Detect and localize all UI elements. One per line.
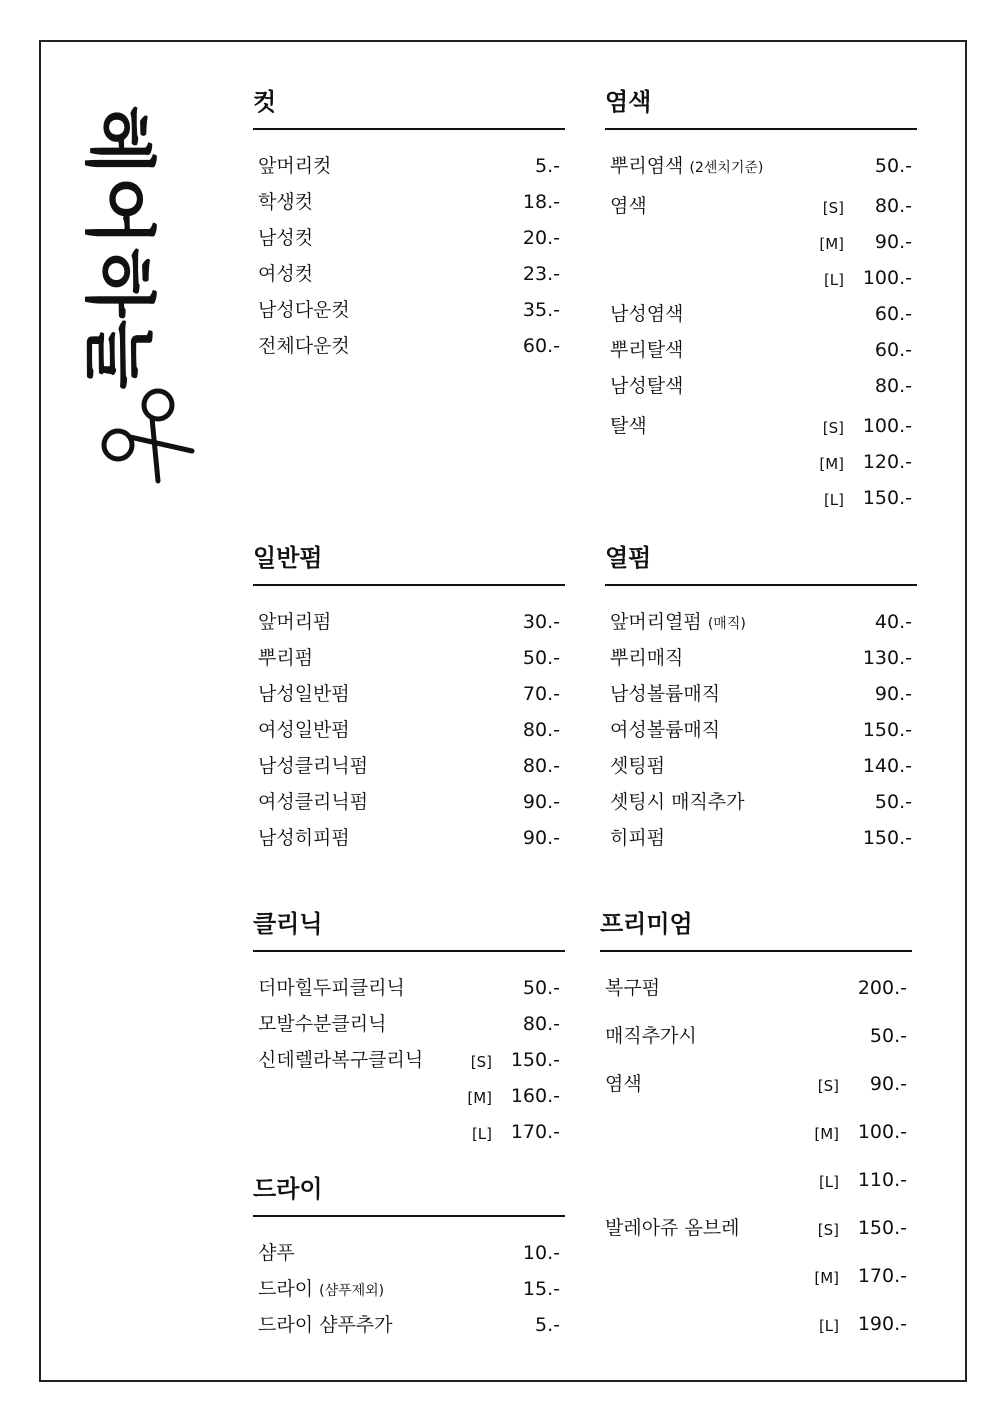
item-price: 80.- bbox=[874, 375, 912, 397]
item-size: [S] bbox=[817, 1077, 839, 1095]
item-price: 90.- bbox=[874, 683, 912, 705]
section-divider bbox=[605, 128, 917, 130]
item-name-text: 남성컷 bbox=[258, 227, 314, 249]
item-price: 10.- bbox=[522, 1242, 560, 1264]
item-name-text: 드라이 샴푸추가 bbox=[258, 1314, 393, 1336]
item-price: 150.- bbox=[862, 719, 912, 741]
section-divider bbox=[605, 584, 917, 586]
section-title: 일반펌 bbox=[253, 544, 323, 572]
item-name bbox=[258, 826, 350, 850]
item-name-text: 발레아쥬 옴브레 bbox=[605, 1217, 740, 1239]
item-price: 90.- bbox=[522, 827, 560, 849]
section-divider bbox=[253, 950, 565, 952]
item-name-text: 드라이 bbox=[258, 1278, 314, 1300]
item-price: 100.- bbox=[857, 1121, 907, 1143]
item-name-text: 염색 bbox=[610, 195, 647, 217]
item-note: (샴푸제외) bbox=[319, 1283, 385, 1299]
item-name bbox=[610, 154, 763, 180]
item-name-text: 더마힐두피클리닉 bbox=[258, 977, 405, 999]
item-name-text: 남성일반펌 bbox=[258, 683, 350, 705]
item-name-text: 신데렐라복구클리닉 bbox=[258, 1049, 424, 1071]
section-title: 컷 bbox=[253, 88, 277, 116]
item-name-text: 복구펌 bbox=[605, 977, 661, 999]
item-name-text: 앞머리펌 bbox=[258, 611, 332, 633]
item-price: 160.- bbox=[510, 1085, 560, 1107]
section-title: 드라이 bbox=[253, 1175, 323, 1203]
item-name bbox=[258, 718, 350, 742]
item-name bbox=[605, 1216, 740, 1240]
item-size: [S] bbox=[817, 1221, 839, 1239]
item-price: 70.- bbox=[522, 683, 560, 705]
item-price: 120.- bbox=[862, 451, 912, 473]
item-name bbox=[605, 1024, 697, 1048]
item-size: [L] bbox=[823, 491, 844, 509]
item-name bbox=[258, 1313, 393, 1337]
item-name-text: 히피펌 bbox=[610, 827, 666, 849]
item-price: 30.- bbox=[522, 611, 560, 633]
item-price: 20.- bbox=[522, 227, 560, 249]
item-size: [L] bbox=[823, 271, 844, 289]
item-name-text: 셋팅펌 bbox=[610, 755, 666, 777]
item-name bbox=[610, 826, 665, 850]
item-size: [M] bbox=[467, 1089, 492, 1107]
item-name bbox=[610, 414, 647, 438]
item-name-text: 뿌리염색 bbox=[610, 155, 684, 177]
item-price: 80.- bbox=[874, 195, 912, 217]
item-price: 23.- bbox=[522, 263, 560, 285]
brand-name: 헤어하늘 bbox=[77, 105, 161, 392]
item-name bbox=[605, 1072, 642, 1096]
item-name bbox=[258, 790, 368, 814]
item-name bbox=[258, 1277, 384, 1303]
item-name-text: 남성탈색 bbox=[610, 375, 684, 397]
item-name-text: 앞머리열펌 bbox=[610, 611, 702, 633]
item-size: [S] bbox=[822, 419, 844, 437]
section-heat-perm bbox=[605, 544, 917, 849]
item-size: [M] bbox=[819, 235, 844, 253]
item-size: [M] bbox=[814, 1125, 839, 1143]
item-name bbox=[610, 610, 746, 636]
section-divider bbox=[253, 584, 565, 586]
item-name bbox=[258, 1012, 386, 1036]
item-size: [M] bbox=[819, 455, 844, 473]
item-note: (2센치기준) bbox=[689, 160, 764, 176]
item-name bbox=[258, 154, 331, 178]
item-name-text: 뿌리매직 bbox=[610, 647, 684, 669]
item-price: 200.- bbox=[857, 977, 907, 999]
item-name-text: 남성염색 bbox=[610, 303, 684, 325]
section-title: 클리닉 bbox=[253, 910, 323, 938]
item-price: 100.- bbox=[862, 415, 912, 437]
item-name-text: 샴푸 bbox=[258, 1242, 295, 1264]
item-price: 40.- bbox=[874, 611, 912, 633]
item-size: [L] bbox=[818, 1173, 839, 1191]
item-name bbox=[610, 718, 720, 742]
item-name-text: 남성다운컷 bbox=[258, 299, 350, 321]
item-name bbox=[258, 226, 313, 250]
item-size: [L] bbox=[818, 1317, 839, 1335]
item-price: 110.- bbox=[857, 1169, 907, 1191]
section-divider bbox=[600, 950, 912, 952]
item-price: 50.- bbox=[874, 155, 912, 177]
item-name-text: 셋팅시 매직추가 bbox=[610, 791, 745, 813]
item-name-text: 여성볼륨매직 bbox=[610, 719, 721, 741]
item-name bbox=[258, 682, 350, 706]
item-price: 170.- bbox=[857, 1265, 907, 1287]
item-name-text: 전체다운컷 bbox=[258, 335, 350, 357]
section-dye bbox=[605, 88, 917, 528]
item-price: 150.- bbox=[862, 487, 912, 509]
section-premium bbox=[600, 910, 912, 1350]
item-price: 80.- bbox=[522, 719, 560, 741]
item-size: [S] bbox=[470, 1053, 492, 1071]
section-perm bbox=[253, 544, 565, 849]
section-dry bbox=[253, 1175, 565, 1345]
item-name-text: 모발수분클리닉 bbox=[258, 1013, 387, 1035]
item-price: 190.- bbox=[857, 1313, 907, 1335]
item-name bbox=[258, 262, 313, 286]
item-name-text: 염색 bbox=[605, 1073, 642, 1095]
section-divider bbox=[253, 128, 565, 130]
item-price: 80.- bbox=[522, 1013, 560, 1035]
item-name bbox=[258, 190, 313, 214]
item-price: 60.- bbox=[522, 335, 560, 357]
item-price: 90.- bbox=[874, 231, 912, 253]
item-price: 90.- bbox=[522, 791, 560, 813]
item-name-text: 남성클리닉펌 bbox=[258, 755, 369, 777]
item-name-text: 여성클리닉펌 bbox=[258, 791, 369, 813]
item-name bbox=[610, 302, 683, 326]
item-name bbox=[258, 334, 350, 358]
item-size: [M] bbox=[814, 1269, 839, 1287]
item-name bbox=[258, 1048, 423, 1072]
item-price: 50.- bbox=[522, 977, 560, 999]
item-price: 130.- bbox=[862, 647, 912, 669]
item-price: 60.- bbox=[874, 303, 912, 325]
item-price: 140.- bbox=[862, 755, 912, 777]
item-name bbox=[610, 682, 720, 706]
item-name-text: 앞머리컷 bbox=[258, 155, 332, 177]
section-title: 염색 bbox=[605, 88, 652, 116]
item-size: [S] bbox=[822, 199, 844, 217]
item-name-text: 남성히피펌 bbox=[258, 827, 350, 849]
section-title: 프리미엄 bbox=[600, 910, 693, 938]
item-name bbox=[258, 610, 331, 634]
item-price: 15.- bbox=[522, 1278, 560, 1300]
item-price: 150.- bbox=[862, 827, 912, 849]
item-name bbox=[610, 646, 683, 670]
item-price: 80.- bbox=[522, 755, 560, 777]
item-name-text: 뿌리펌 bbox=[258, 647, 314, 669]
scissors-icon bbox=[96, 385, 201, 485]
item-name-text: 여성일반펌 bbox=[258, 719, 350, 741]
item-name-text: 매직추가시 bbox=[605, 1025, 697, 1047]
item-size: [L] bbox=[471, 1125, 492, 1143]
item-name-text: 여성컷 bbox=[258, 263, 314, 285]
section-divider bbox=[253, 1215, 565, 1217]
item-name bbox=[610, 754, 665, 778]
item-name bbox=[258, 1241, 295, 1265]
item-price: 50.- bbox=[874, 791, 912, 813]
item-note: (매직) bbox=[707, 616, 746, 632]
item-name bbox=[258, 976, 405, 1000]
item-price: 170.- bbox=[510, 1121, 560, 1143]
item-price: 60.- bbox=[874, 339, 912, 361]
item-name bbox=[610, 194, 647, 218]
item-name bbox=[610, 338, 683, 362]
item-name-text: 남성볼륨매직 bbox=[610, 683, 721, 705]
section-cut bbox=[253, 88, 565, 388]
section-title: 열펌 bbox=[605, 544, 652, 572]
item-price: 50.- bbox=[522, 647, 560, 669]
item-price: 90.- bbox=[869, 1073, 907, 1095]
item-name bbox=[610, 374, 683, 398]
item-name bbox=[258, 646, 313, 670]
item-price: 5.- bbox=[535, 155, 560, 177]
item-price: 50.- bbox=[869, 1025, 907, 1047]
item-price: 100.- bbox=[862, 267, 912, 289]
item-price: 35.- bbox=[522, 299, 560, 321]
item-price: 150.- bbox=[857, 1217, 907, 1239]
item-price: 150.- bbox=[510, 1049, 560, 1071]
item-name-text: 뿌리탈색 bbox=[610, 339, 684, 361]
item-name bbox=[610, 790, 745, 814]
section-clinic bbox=[253, 910, 565, 1150]
item-name-text: 학생컷 bbox=[258, 191, 314, 213]
item-name bbox=[258, 754, 368, 778]
item-price: 5.- bbox=[535, 1314, 560, 1336]
item-name bbox=[258, 298, 350, 322]
item-name bbox=[605, 976, 660, 1000]
item-name-text: 탈색 bbox=[610, 415, 647, 437]
item-price: 18.- bbox=[522, 191, 560, 213]
